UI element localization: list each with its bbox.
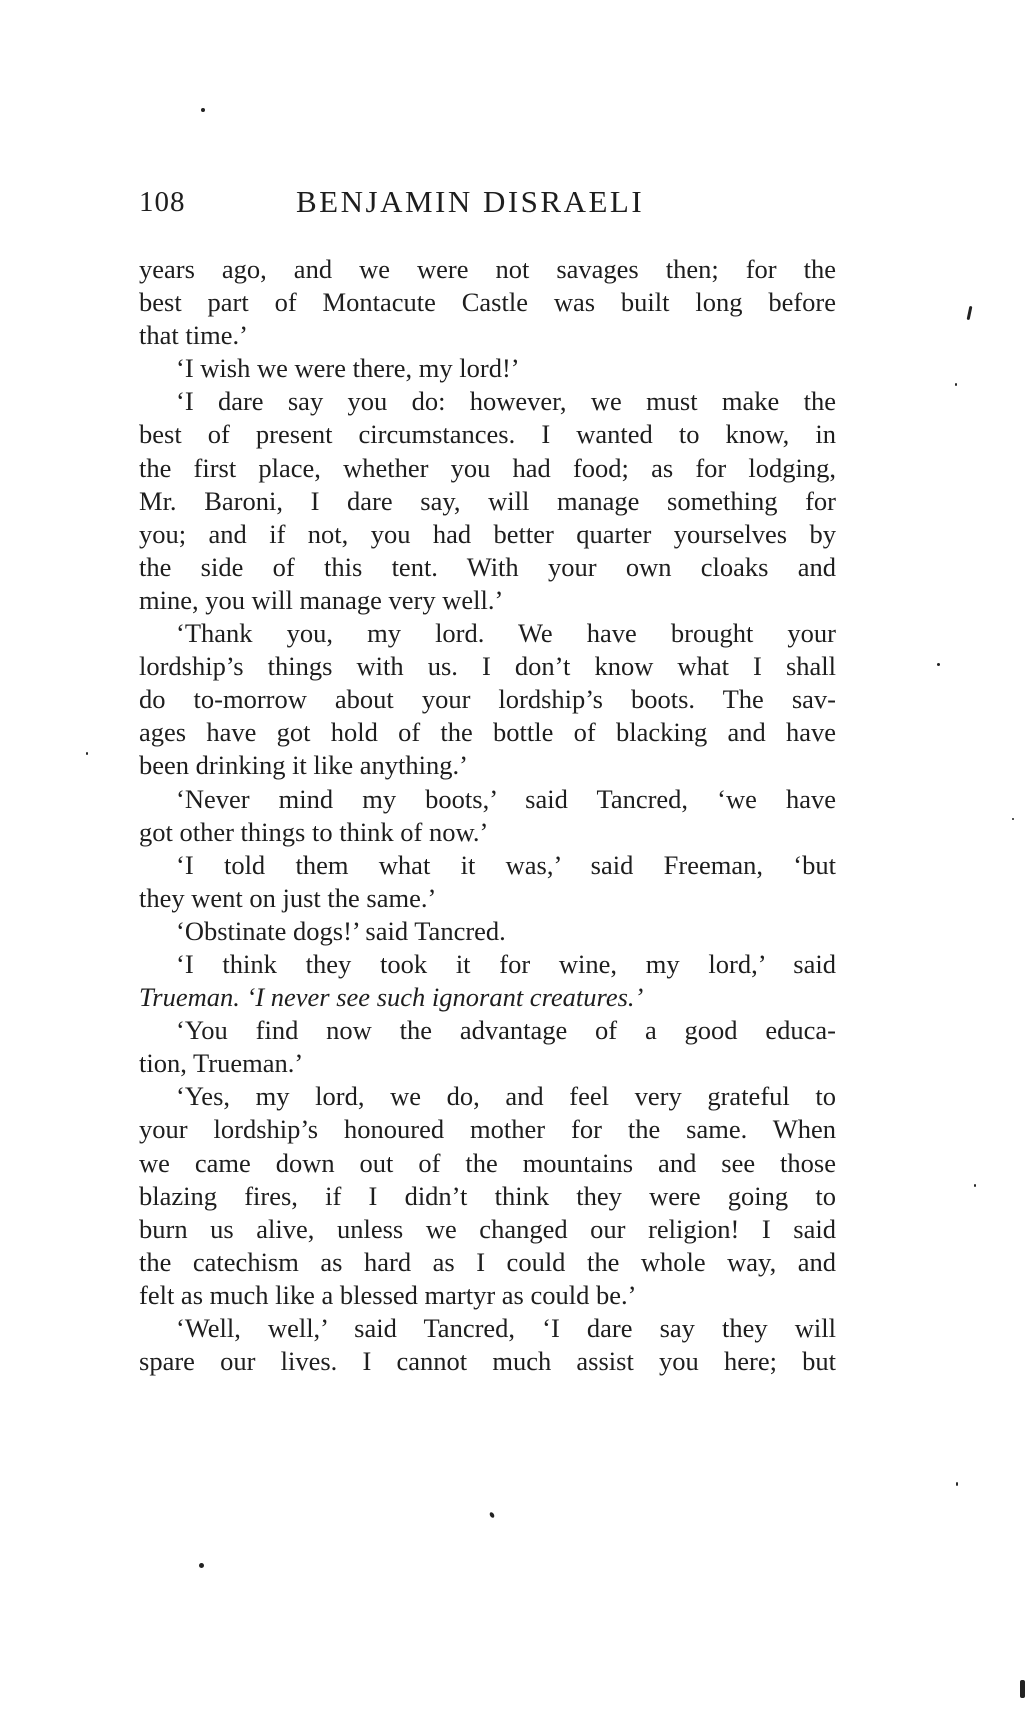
scan-speck <box>937 663 940 666</box>
text-line: mine, you will manage very well.’ <box>139 584 504 615</box>
scan-speck <box>489 1511 495 1518</box>
text-line: ‘I dare say you do: however, we must make the <box>176 386 836 417</box>
text-line: blazing fires, if I didn’t think they were going to <box>139 1180 836 1211</box>
text-line: ‘I think they took it for wine, my lord,’ said <box>176 948 836 979</box>
text-line: Mr. Baroni, I dare say, will manage something for <box>139 485 836 516</box>
text-line: they went on just the same.’ <box>139 882 437 913</box>
text-line: tion, Trueman.’ <box>139 1048 304 1079</box>
text-line: ‘I told them what it was,’ said Freeman, ‘but <box>176 849 836 880</box>
text-line: ‘Well, well,’ said Tancred, ‘I dare say they will <box>176 1313 836 1343</box>
text-line: ‘I wish we were there, my lord!’ <box>176 353 520 384</box>
scan-speck <box>199 1563 204 1568</box>
text-line: you; and if not, you had better quarter yourselves by <box>139 518 836 549</box>
text-line: ages have got hold of the bottle of blacking and have <box>139 717 836 748</box>
text-line: your lordship’s honoured mother for the same. When <box>139 1114 836 1145</box>
text-line: got other things to think of now.’ <box>139 816 489 847</box>
text-line: ‘Never mind my boots,’ said Tancred, ‘we have <box>176 783 836 814</box>
text-line: ‘Thank you, my lord. We have brought your <box>176 618 836 649</box>
scan-speck <box>1012 818 1014 820</box>
scan-speck <box>86 752 88 755</box>
scan-speck <box>956 1482 958 1486</box>
text-line: lordship’s things with us. I don’t know what I shall <box>139 651 836 682</box>
body-text <box>139 253 836 1378</box>
text-line: the catechism as hard as I could the whole way, and <box>139 1246 836 1277</box>
scan-speck <box>967 306 973 320</box>
text-line: best part of Montacute Castle was built long before <box>139 287 836 318</box>
text-line: ‘You find now the advantage of a good educa- <box>176 1015 836 1046</box>
text-line: ‘Yes, my lord, we do, and feel very grateful to <box>176 1081 836 1112</box>
text-line: the first place, whether you had food; as for lodging, <box>139 452 836 483</box>
scan-speck <box>955 383 957 386</box>
text-line: years ago, and we were not savages then; for the <box>139 254 836 284</box>
text-line: felt as much like a blessed martyr as could be.’ <box>139 1279 637 1310</box>
text-line: we came down out of the mountains and see those <box>139 1147 836 1178</box>
scan-speck <box>974 1184 976 1187</box>
text-line: spare our lives. I cannot much assist you here; but <box>139 1346 836 1377</box>
text-line: that time.’ <box>139 320 248 351</box>
running-head <box>139 186 839 238</box>
text-line: the side of this tent. With your own cloaks and <box>139 551 836 582</box>
scan-speck <box>1020 1680 1025 1698</box>
page-number: 108 <box>139 186 186 218</box>
scan-speck <box>201 108 205 112</box>
text-line: do to-morrow about your lordship’s boots. The sav- <box>139 684 836 715</box>
text-line: ‘Obstinate dogs!’ said Tancred. <box>176 915 506 946</box>
running-title: BENJAMIN DISRAELI <box>296 184 645 219</box>
text-line: Trueman. ‘I never see such ignorant creatures.’ <box>139 982 644 1013</box>
text-line: been drinking it like anything.’ <box>139 750 468 781</box>
text-line: burn us alive, unless we changed our religion! I said <box>139 1213 836 1244</box>
text-line: best of present circumstances. I wanted to know, in <box>139 419 836 450</box>
